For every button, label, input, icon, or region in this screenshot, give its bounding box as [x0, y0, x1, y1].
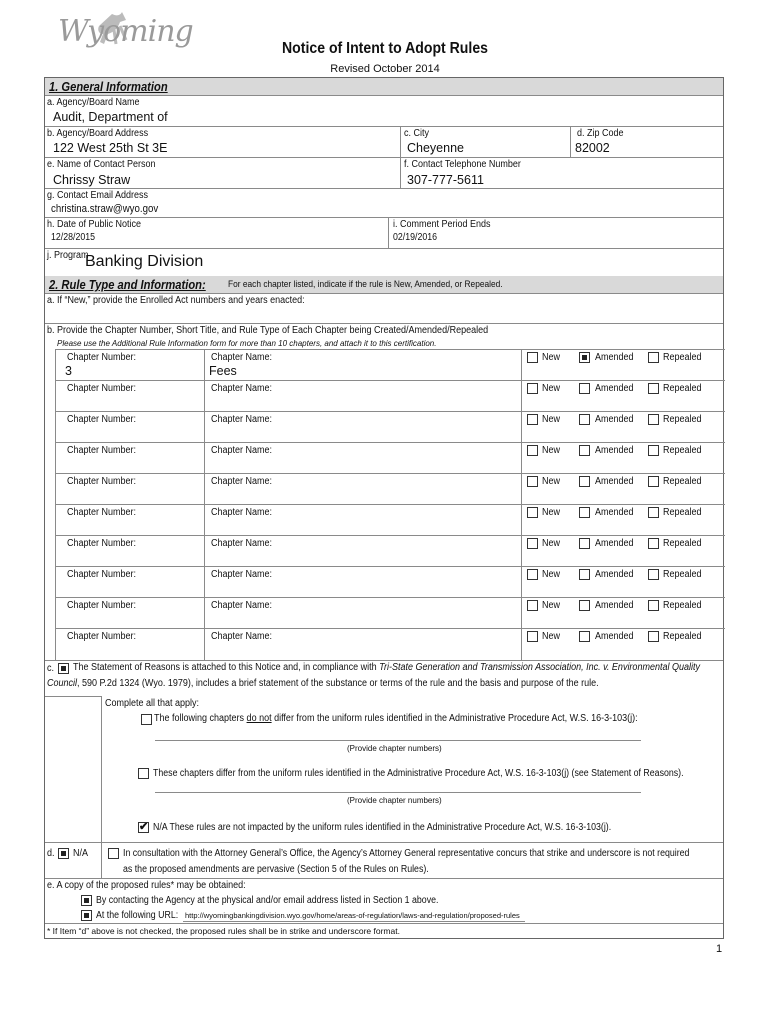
new-label: New	[542, 631, 561, 642]
repealed-label: Repealed	[663, 383, 702, 394]
section1-header	[45, 78, 723, 95]
chapter-name-label: Chapter Name:	[211, 476, 273, 487]
enrolled-act-label: a. If “New,” provide the Enrolled Act numbers and years enacted:	[47, 295, 305, 306]
e-opt2: At the following URL:	[96, 910, 179, 921]
new-label: New	[542, 476, 561, 487]
differ-text: These chapters differ from the uniform rules identified in the Administrative Procedure Act, W.S. 16-3-103(j) (see Statement of Reasons).	[153, 768, 684, 779]
repealed-checkbox[interactable]	[648, 538, 659, 549]
amended-label: Amended	[595, 476, 634, 487]
repealed-checkbox[interactable]	[648, 352, 659, 363]
chapter-list-label: b. Provide the Chapter Number, Short Title, and Rule Type of Each Chapter being Created/Amended/Repealed	[47, 325, 489, 336]
chapter-name-label: Chapter Name:	[211, 383, 273, 394]
chapter-number-label: Chapter Number:	[67, 631, 137, 642]
e-opt1: By contacting the Agency at the physical and/or email address listed in Section 1 above.	[96, 895, 439, 906]
amended-label: Amended	[595, 538, 634, 549]
repealed-label: Repealed	[663, 569, 702, 580]
repealed-label: Repealed	[663, 507, 702, 518]
chapter-list-note: Please use the Additional Rule Information form for more than 10 chapters, and attach it to this certification.	[57, 339, 437, 348]
chapter-name-label: Chapter Name:	[211, 538, 273, 549]
phone-label: f. Contact Telephone Number	[404, 159, 521, 170]
revised-date: Revised October 2014	[330, 63, 440, 75]
d-na-label: N/A	[73, 848, 89, 859]
chapter-number-label: Chapter Number:	[67, 383, 137, 394]
differ-checkbox[interactable]	[138, 768, 149, 779]
chapter-number-label: Chapter Number:	[67, 569, 137, 580]
program-label: j. Program	[47, 250, 89, 261]
c-text2: , 590 P.2d 1324 (Wyo. 1979), includes a brief statement of the substance or terms of the rule and the basis and purpose of the rule.	[77, 678, 599, 689]
notice-form	[44, 77, 724, 939]
amended-checkbox[interactable]	[579, 352, 590, 363]
contact-label: e. Name of Contact Person	[47, 159, 156, 170]
repealed-checkbox[interactable]	[648, 445, 659, 456]
repealed-label: Repealed	[663, 476, 702, 487]
new-checkbox[interactable]	[527, 631, 538, 642]
new-checkbox[interactable]	[527, 569, 538, 580]
repealed-checkbox[interactable]	[648, 631, 659, 642]
repealed-checkbox[interactable]	[648, 600, 659, 611]
new-label: New	[542, 414, 561, 425]
d-na-checkbox[interactable]	[58, 848, 69, 859]
new-checkbox[interactable]	[527, 352, 538, 363]
amended-label: Amended	[595, 631, 634, 642]
section2-header	[45, 276, 723, 293]
repealed-checkbox[interactable]	[648, 383, 659, 394]
chapter-name-label: Chapter Name:	[211, 414, 273, 425]
new-checkbox[interactable]	[527, 507, 538, 518]
provide-numbers-1: (Provide chapter numbers)	[347, 744, 442, 753]
amended-label: Amended	[595, 445, 634, 456]
chapter-number-label: Chapter Number:	[67, 445, 137, 456]
chapter-name-label: Chapter Name:	[211, 600, 273, 611]
repealed-checkbox[interactable]	[648, 414, 659, 425]
new-checkbox[interactable]	[527, 538, 538, 549]
repealed-label: Repealed	[663, 631, 702, 642]
chapter-name-label: Chapter Name:	[211, 445, 273, 456]
new-checkbox[interactable]	[527, 476, 538, 487]
zip-value[interactable]: 82002	[575, 141, 610, 155]
amended-label: Amended	[595, 507, 634, 518]
opt1-text-a: The following chapters	[154, 713, 247, 724]
strike-underscore-checkbox[interactable]	[108, 848, 119, 859]
chapter-numbers-line-2[interactable]	[155, 792, 641, 793]
email-value[interactable]: christina.straw@wyo.gov	[51, 203, 159, 215]
zip-label: d. Zip Code	[577, 128, 624, 139]
amended-label: Amended	[595, 600, 634, 611]
amended-label: Amended	[595, 352, 634, 363]
url-checkbox[interactable]	[81, 910, 92, 921]
notice-date-value[interactable]: 12/28/2015	[51, 232, 96, 243]
contact-value[interactable]: Chrissy Straw	[53, 173, 131, 187]
amended-checkbox[interactable]	[579, 383, 590, 394]
c-case: Tri-State Generation and Transmission Association, Inc. v. Environmental Quality	[379, 662, 700, 673]
comment-end-value[interactable]: 02/19/2016	[393, 232, 438, 243]
new-checkbox[interactable]	[527, 600, 538, 611]
section1-title: 1. General Information	[49, 79, 168, 94]
amended-label: Amended	[595, 383, 634, 394]
amended-label: Amended	[595, 569, 634, 580]
amended-checkbox[interactable]	[579, 445, 590, 456]
chapter-number-label: Chapter Number:	[67, 352, 137, 363]
not-impacted-checkbox[interactable]: ✔	[139, 821, 149, 833]
chapter-number-label: Chapter Number:	[67, 538, 137, 549]
footnote: * If Item “d” above is not checked, the proposed rules shall be in strike and underscore format.	[47, 926, 400, 936]
repealed-label: Repealed	[663, 414, 702, 425]
amended-checkbox[interactable]	[579, 569, 590, 580]
email-label: g. Contact Email Address	[47, 190, 149, 201]
section2-title: 2. Rule Type and Information:	[49, 277, 206, 292]
repealed-label: Repealed	[663, 352, 702, 363]
amended-checkbox[interactable]	[579, 507, 590, 518]
proposed-rules-url[interactable]: http://wyomingbankingdivision.wyo.gov/home/areas-of-regulation/laws-and-regulation/proposed-rules	[185, 911, 520, 920]
city-label: c. City	[404, 128, 430, 139]
chapter-name-label: Chapter Name:	[211, 352, 273, 363]
amended-checkbox[interactable]	[579, 538, 590, 549]
address-label: b. Agency/Board Address	[47, 128, 149, 139]
repealed-checkbox[interactable]	[648, 476, 659, 487]
c-case2: Council	[47, 678, 78, 689]
logo-lettering: Wyoming	[58, 14, 193, 49]
statement-of-reasons-text	[73, 662, 703, 673]
section2-subtitle: For each chapter listed, indicate if the rule is New, Amended, or Repealed.	[228, 279, 503, 290]
chapter-number-label: Chapter Number:	[67, 414, 137, 425]
chapter-name-label: Chapter Name:	[211, 507, 273, 518]
opt1-text-underlined: do not	[246, 713, 272, 724]
new-label: New	[542, 352, 561, 363]
repealed-checkbox[interactable]	[648, 569, 659, 580]
new-label: New	[542, 600, 561, 611]
repealed-checkbox[interactable]	[648, 507, 659, 518]
amended-checkbox[interactable]	[579, 476, 590, 487]
new-label: New	[542, 569, 561, 580]
new-checkbox[interactable]	[527, 445, 538, 456]
new-label: New	[542, 383, 561, 394]
amended-checkbox[interactable]	[579, 414, 590, 425]
statement-of-reasons-checkbox[interactable]	[58, 663, 69, 674]
page-title: Notice of Intent to Adopt Rules	[282, 40, 488, 57]
no-differ-checkbox[interactable]	[141, 714, 152, 725]
repealed-label: Repealed	[663, 445, 702, 456]
new-checkbox[interactable]	[527, 414, 538, 425]
comment-end-label: i. Comment Period Ends	[393, 219, 491, 230]
amended-checkbox[interactable]	[579, 600, 590, 611]
city-value[interactable]: Cheyenne	[407, 141, 464, 155]
page-number: 1	[716, 943, 723, 955]
chapter-numbers-line-1[interactable]	[155, 740, 641, 741]
new-label: New	[542, 538, 561, 549]
chapter-number-label: Chapter Number:	[67, 600, 137, 611]
new-label: New	[542, 445, 561, 456]
new-label: New	[542, 507, 561, 518]
chapter-name-label: Chapter Name:	[211, 631, 273, 642]
c-text1: The Statement of Reasons is attached to this Notice and, in compliance with	[73, 662, 377, 673]
statement-of-reasons-text2	[47, 678, 599, 689]
d-text1: In consultation with the Attorney General’s Office, the Agency’s Attorney General representative concurs that strike and underscore is not required	[123, 848, 690, 859]
notice-date-label: h. Date of Public Notice	[47, 219, 142, 230]
agency-label: a. Agency/Board Name	[47, 97, 140, 108]
new-checkbox[interactable]	[527, 383, 538, 394]
d-text2: as the proposed amendments are pervasive (Section 5 of the Rules on Rules).	[123, 864, 429, 875]
chapter-name-label: Chapter Name:	[211, 569, 273, 580]
chapter-name-value[interactable]: Fees	[209, 364, 237, 378]
no-differ-text	[154, 713, 638, 724]
e-label: e. A copy of the proposed rules* may be obtained:	[47, 880, 246, 891]
complete-label: Complete all that apply:	[105, 698, 200, 709]
chapter-number-value[interactable]: 3	[65, 364, 72, 378]
amended-checkbox[interactable]	[579, 631, 590, 642]
chapter-number-label: Chapter Number:	[67, 507, 137, 518]
contact-agency-checkbox[interactable]	[81, 895, 92, 906]
program-value[interactable]: Banking Division	[85, 253, 204, 270]
not-impacted-text: N/A These rules are not impacted by the uniform rules identified in the Administrative Procedure Act, W.S. 16-3-103(j).	[153, 822, 612, 833]
opt1-text-b: differ from the uniform rules identified in the Administrative Procedure Act, W.S. 16-3-103(j):	[271, 713, 638, 724]
repealed-label: Repealed	[663, 538, 702, 549]
agency-value[interactable]: Audit, Department of	[53, 110, 168, 124]
address-value[interactable]: 122 West 25th St 3E	[53, 141, 168, 155]
repealed-label: Repealed	[663, 600, 702, 611]
d-prefix: d.	[47, 848, 55, 859]
chapter-number-label: Chapter Number:	[67, 476, 137, 487]
amended-label: Amended	[595, 414, 634, 425]
c-prefix: c.	[47, 663, 55, 674]
phone-value[interactable]: 307-777-5611	[407, 173, 484, 187]
provide-numbers-2: (Provide chapter numbers)	[347, 796, 442, 805]
